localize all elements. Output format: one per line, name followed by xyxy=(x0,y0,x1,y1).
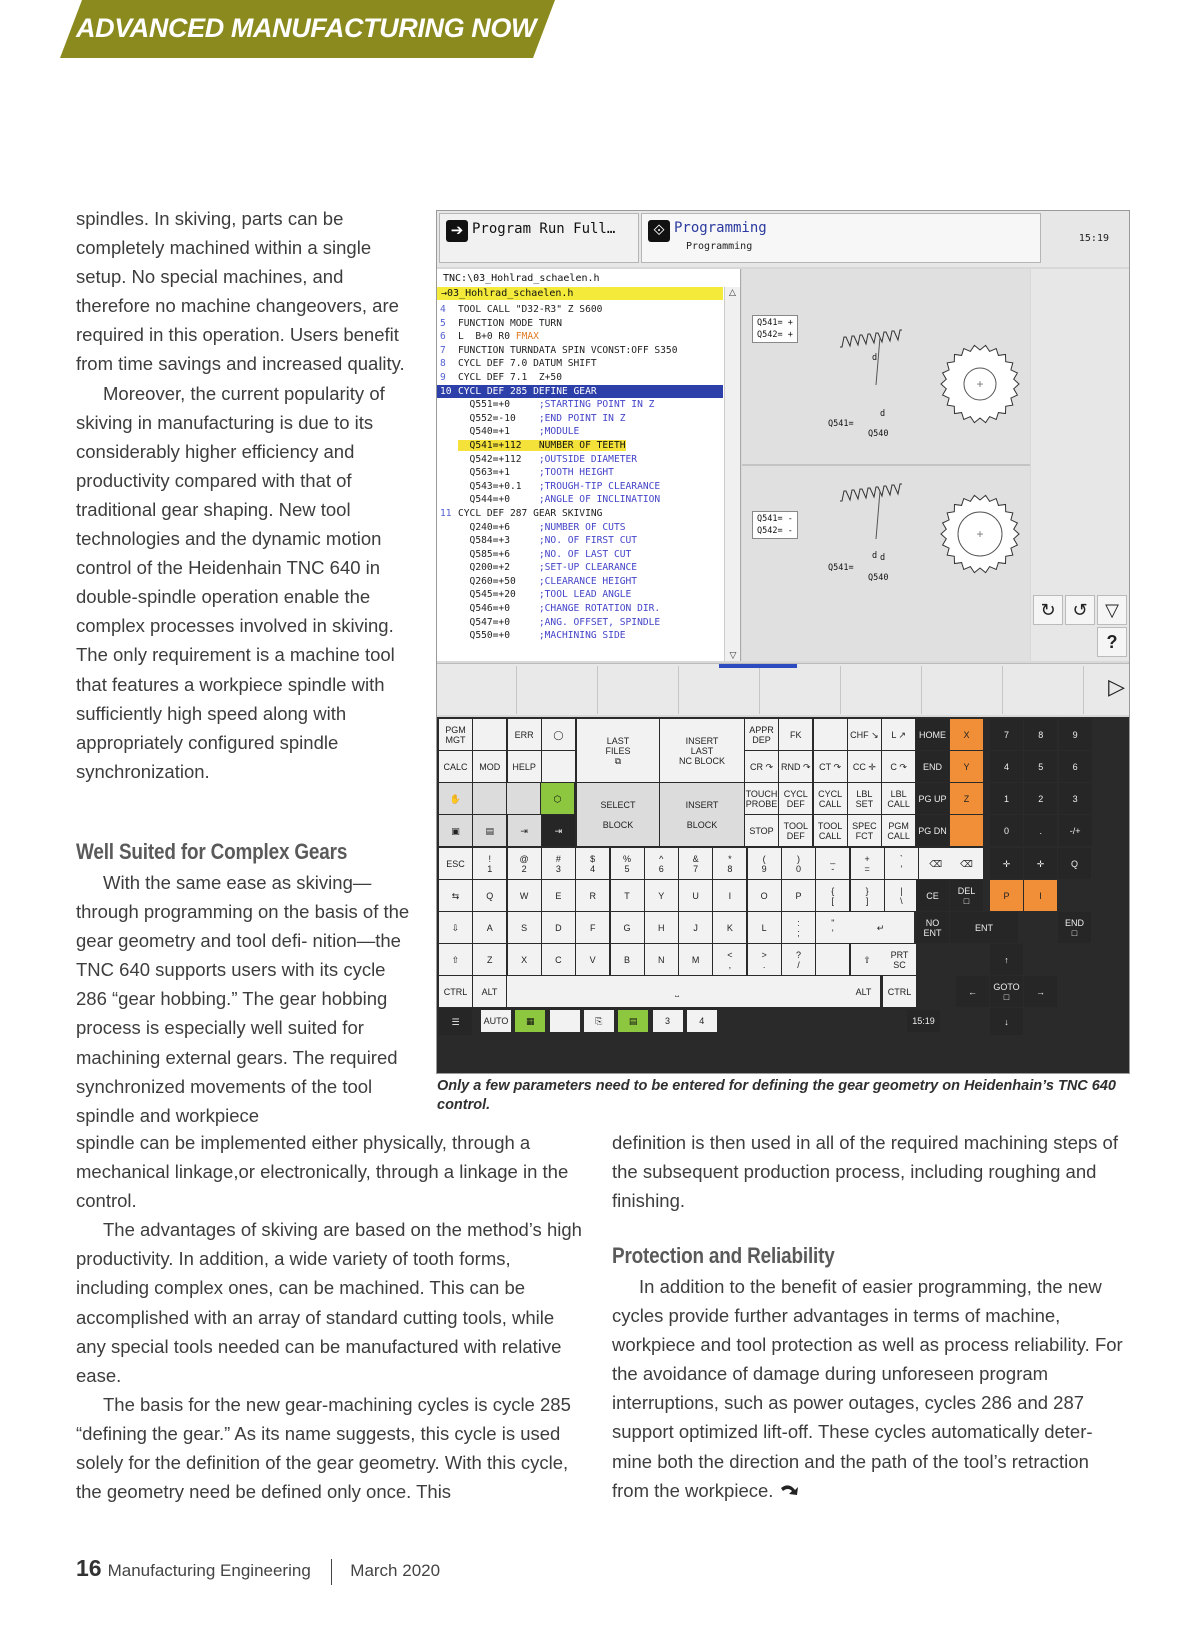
key-path-function[interactable]: CHF ↘ xyxy=(848,719,881,750)
key-space[interactable]: ⎵ xyxy=(507,976,847,1007)
code-line[interactable] xyxy=(437,425,723,439)
key-path-function[interactable]: FK xyxy=(779,719,812,750)
code-text: Q541=+112 xyxy=(458,439,539,451)
key-cycl-call[interactable]: CYCL CALL xyxy=(814,783,847,814)
key-numpad-5[interactable]: 5 xyxy=(1024,751,1057,782)
paragraph: The basis for the new gear-machining cycles is cycle 285 “defining the gear.” As its name suggests, this cycle is used solely for the definition of the gear geometry. With this cycle, the geometry need be defined only once. This xyxy=(76,1393,571,1503)
code-text: Q552=-10 xyxy=(458,412,539,424)
paragraph: definition is then used in all of the required machining steps of the subsequent production process, including roughing and finishing. xyxy=(612,1132,1118,1212)
key-path-function[interactable] xyxy=(814,719,847,750)
key-arrow-down[interactable]: ↓ xyxy=(990,1008,1023,1035)
tab-programming-label: Programming xyxy=(674,220,767,236)
key-end-block[interactable]: END □ xyxy=(1058,912,1091,943)
softkey[interactable] xyxy=(923,666,1003,714)
code-line[interactable] xyxy=(437,534,723,548)
next-softkey-icon[interactable]: ▷ xyxy=(1108,674,1125,699)
code-line[interactable] xyxy=(437,588,723,602)
softkey[interactable] xyxy=(761,666,841,714)
key-char[interactable]: S xyxy=(508,912,541,943)
article-right-body xyxy=(612,1272,1127,1505)
key-path-function[interactable]: CC ✛ xyxy=(848,751,881,782)
key-char[interactable]: ` ' xyxy=(885,848,918,879)
run-arrow-icon: ➔ xyxy=(446,220,468,242)
key-mode-icon[interactable]: ⬡ xyxy=(541,783,574,814)
key-del[interactable]: DEL □ xyxy=(950,880,983,911)
label-q541: Q541= xyxy=(828,563,854,573)
key-manual-icon[interactable]: ✋ xyxy=(439,783,472,814)
key-pgm-call[interactable]: PGM CALL xyxy=(882,815,915,846)
key-char[interactable]: R xyxy=(576,880,609,911)
code-line[interactable] xyxy=(437,371,723,385)
right-side-panel xyxy=(1031,269,1129,661)
code-line[interactable] xyxy=(437,317,723,331)
file-name: →03_Hohlrad_schaelen.h xyxy=(437,287,723,300)
issue-date: March 2020 xyxy=(350,1561,441,1580)
editor-scrollbar[interactable] xyxy=(724,287,740,661)
key-menu[interactable]: ☰ xyxy=(439,1008,472,1035)
key-path-function[interactable]: C ↷ xyxy=(882,751,915,782)
key-char[interactable]: F xyxy=(576,912,609,943)
key-numpad-9[interactable]: 9 xyxy=(1059,719,1092,750)
key-blank[interactable] xyxy=(542,751,575,782)
key-char[interactable]: > . xyxy=(748,944,781,975)
code-comment: ;TOOL LEAD ANGLE xyxy=(538,589,632,601)
key-no-ent[interactable]: NO ENT xyxy=(916,912,949,943)
line-number: 9 xyxy=(440,371,446,383)
tab-program-run-label: Program Run Full… xyxy=(472,221,616,237)
code-line[interactable] xyxy=(437,507,723,521)
label-d: d xyxy=(880,409,886,419)
cnc-top-bar xyxy=(437,211,1129,267)
key-path-function[interactable]: RND ↷ xyxy=(779,751,812,782)
key-char[interactable]: A xyxy=(473,912,506,943)
program-editor[interactable] xyxy=(437,269,741,661)
code-text: Q585=+6 xyxy=(458,548,539,560)
key-tool-call[interactable]: TOOL CALL xyxy=(814,815,847,846)
key--[interactable]: ◯ xyxy=(542,719,575,750)
code-line[interactable] xyxy=(437,412,723,426)
key-char[interactable]: Q xyxy=(473,880,506,911)
key-char[interactable]: ⇩ xyxy=(439,912,472,943)
article-left-mid xyxy=(76,868,416,1130)
softkey[interactable] xyxy=(518,666,598,714)
key-insert-last-nc-block[interactable]: INSERT LAST NC BLOCK xyxy=(660,719,744,782)
key-help[interactable]: HELP xyxy=(508,751,541,782)
key-char[interactable]: ^ 6 xyxy=(645,848,678,879)
taskbar-clock: 15:19 xyxy=(907,1010,940,1032)
key-pg-dn[interactable]: PG DN xyxy=(916,815,949,846)
key-char[interactable]: < , xyxy=(713,944,746,975)
key-print-screen[interactable]: PRT SC xyxy=(883,944,916,975)
code-text: Q545=+20 xyxy=(458,589,539,601)
key-char[interactable]: @ 2 xyxy=(508,848,541,879)
key-ce[interactable]: CE xyxy=(916,880,949,911)
paragraph: The advantages of skiving are based on the method’s high productivity. In addition, a wide variety of tooth forms, including complex ones, can be machined. This can be accomplished with an array of standard cutting tools, while any special tools needed can be manufactured with relative ease. xyxy=(76,1219,582,1386)
code-comment: ;TROUGH-TIP CLEARANCE xyxy=(538,480,661,492)
key-char[interactable]: Y xyxy=(645,880,678,911)
key-char[interactable]: I xyxy=(713,880,746,911)
center-mark-icon: + xyxy=(976,527,984,541)
code-text: FUNCTION TURNDATA SPIN VCONST:OFF S350 xyxy=(458,344,678,356)
code-comment: ;TOOTH HEIGHT xyxy=(538,467,614,479)
key-insert-block[interactable]: INSERT BLOCK xyxy=(660,783,744,846)
key-taskbar[interactable]: 4 xyxy=(687,1010,717,1032)
softkey[interactable] xyxy=(599,666,679,714)
key-char[interactable]: N xyxy=(645,944,678,975)
key-select-block[interactable]: SELECT BLOCK xyxy=(577,783,659,846)
key-char[interactable]: ⌫ xyxy=(919,848,952,879)
code-line[interactable] xyxy=(437,303,723,317)
programming-icon: ⟐ xyxy=(648,220,670,242)
code-comment: ;MACHINING SIDE xyxy=(538,630,626,642)
code-line[interactable] xyxy=(437,602,723,616)
paragraph: spindles. In skiving, parts can be completely machined within a single setup. No special machines, and therefore no machine changeovers, are required in this operation. Users benefit from time savings and increased quality. xyxy=(76,208,405,375)
key-path-function[interactable]: CT ↷ xyxy=(814,751,847,782)
label-q541: Q541= xyxy=(828,419,854,429)
q-values-bottom: Q541= - Q542= - xyxy=(752,511,798,539)
key-axis-blank[interactable] xyxy=(950,815,983,846)
code-line[interactable] xyxy=(437,357,723,371)
key-lbl-call[interactable]: LBL CALL xyxy=(882,783,915,814)
key-char[interactable]: J xyxy=(679,912,712,943)
article-right-top xyxy=(612,1128,1127,1215)
code-comment: ;STARTING POINT IN Z xyxy=(538,399,655,411)
code-text: CYCL DEF 287 GEAR SKIVING xyxy=(458,507,603,519)
key-i[interactable]: I xyxy=(1024,880,1057,911)
key-ctrl[interactable]: CTRL xyxy=(883,976,916,1007)
key-numpad--/+[interactable]: -/+ xyxy=(1059,815,1092,846)
key-char[interactable]: } ] xyxy=(851,880,884,911)
key-numpad-6[interactable]: 6 xyxy=(1059,751,1092,782)
key-numpad-8[interactable]: 8 xyxy=(1024,719,1057,750)
code-text: Q563=+1 xyxy=(458,467,539,479)
softkey-page-indicator xyxy=(719,664,797,668)
key-arrow-left[interactable]: ← xyxy=(956,976,989,1007)
line-number: 4 xyxy=(440,304,446,315)
line-number: 5 xyxy=(440,317,446,329)
code-text: Q540=+1 xyxy=(458,426,539,438)
line-number: 7 xyxy=(440,344,446,356)
code-line[interactable] xyxy=(437,493,723,507)
code-line[interactable] xyxy=(437,575,723,589)
label-q540: Q540 xyxy=(868,573,889,583)
key-char[interactable]: V xyxy=(576,944,609,975)
softkey[interactable] xyxy=(437,666,517,714)
code-comment: ;END POINT IN Z xyxy=(538,412,626,424)
key-numpad-0[interactable]: 0 xyxy=(990,815,1023,846)
code-comment: ;ANG. OFFSET, SPINDLE xyxy=(538,616,661,628)
code-comment: NUMBER OF TEETH xyxy=(538,439,626,451)
key-char[interactable]: M xyxy=(679,944,712,975)
label-d: d xyxy=(880,553,886,563)
softkey-bar xyxy=(437,663,1129,715)
code-text: TOOL CALL "D32-R3" Z S600 xyxy=(458,304,603,315)
key-char[interactable]: ⇧ xyxy=(439,944,472,975)
tab-programming[interactable] xyxy=(641,213,1041,263)
key-char[interactable]: H xyxy=(645,912,678,943)
key-char[interactable]: Z xyxy=(473,944,506,975)
key-ent[interactable]: ENT xyxy=(950,912,1018,943)
paragraph-text: In addition to the benefit of easier programming, the new cycles provide further advantages in terms of machine, workpiece and tool protection as well as process reliability. For the avoidance of damage during unforeseen program interruptions, such as power outages, cycles 286 and 287 support optimized lift-off. These cycles automatically deter- mine both the direction and the path of the tool’s retraction from the workpiece. xyxy=(612,1276,1123,1501)
code-text: Q260=+50 xyxy=(458,575,539,587)
key-mode-icon[interactable]: ▣ xyxy=(439,815,472,846)
code-line[interactable] xyxy=(437,548,723,562)
code-line[interactable] xyxy=(437,521,723,535)
key-char[interactable]: * 8 xyxy=(713,848,746,879)
key-char[interactable]: X xyxy=(508,944,541,975)
code-text: Q543=+0.1 xyxy=(458,480,539,492)
key-char[interactable]: _ - xyxy=(816,848,849,879)
code-comment: ;ANGLE OF INCLINATION xyxy=(538,494,661,506)
top-clock: 15:19 xyxy=(1078,233,1109,244)
graphic-divider xyxy=(742,464,1030,466)
key-blank[interactable] xyxy=(473,783,506,814)
softkey[interactable] xyxy=(680,666,760,714)
key-numpad-3[interactable]: 3 xyxy=(1059,783,1092,814)
dimension-line xyxy=(876,491,880,539)
paragraph xyxy=(612,1272,1127,1505)
key-char[interactable]: { [ xyxy=(816,880,849,911)
key-char[interactable]: % 5 xyxy=(611,848,644,879)
key-goto[interactable]: GOTO □ xyxy=(990,976,1023,1007)
key-crosshair[interactable]: ✛ xyxy=(990,848,1023,879)
tooth-profile xyxy=(840,484,902,501)
key-taskbar[interactable]: 3 xyxy=(653,1010,683,1032)
key-char[interactable]: " ' xyxy=(816,912,849,943)
key-char[interactable]: O xyxy=(748,880,781,911)
key-taskbar[interactable] xyxy=(550,1010,580,1032)
publication-name: Manufacturing Engineering xyxy=(107,1561,311,1580)
key-ctrl[interactable]: CTRL xyxy=(439,976,472,1007)
code-text: Q240=+6 xyxy=(458,521,539,533)
code-text: Q547=+0 xyxy=(458,616,539,628)
key-char[interactable]: ⇆ xyxy=(439,880,472,911)
key-char[interactable]: T xyxy=(611,880,644,911)
code-line[interactable] xyxy=(437,616,723,630)
cnc-screenshot xyxy=(436,210,1130,1074)
key-char[interactable]: & 7 xyxy=(679,848,712,879)
code-text: Q550=+0 xyxy=(458,630,539,642)
page-footer xyxy=(76,1555,440,1585)
key-cycl-def[interactable]: CYCL DEF xyxy=(779,783,812,814)
key-stop[interactable]: STOP xyxy=(745,815,778,846)
key-path-function[interactable]: APPR DEP xyxy=(745,719,778,750)
key-char[interactable]: $ 4 xyxy=(576,848,609,879)
key-char[interactable]: ESC xyxy=(439,848,472,879)
key-crosshair[interactable]: ✛ xyxy=(1024,848,1057,879)
q-values-top: Q541= + Q542= + xyxy=(752,315,798,343)
scroll-down-icon[interactable]: ▽ xyxy=(729,650,737,660)
key-mode-icon[interactable]: ▤ xyxy=(473,815,506,846)
key-taskbar[interactable]: ▦ xyxy=(515,1010,545,1032)
article-left-bottom xyxy=(76,1128,586,1506)
key-enter[interactable]: ↵ xyxy=(847,912,914,943)
key-char[interactable]: L xyxy=(748,912,781,943)
paragraph: Moreover, the current popularity of skiving in manufacturing is due to its considerably higher efficiency and productivity compared with that of traditional gear shaping. New tool technologies and the dynamic motion control of the Heidenhain TNC 640 in double-spindle operation enable the complex processes involved in skiving. The only requirement is a machine tool that features a workpiece spindle with sufficiently high speed along with appropriately configured spindle synchronization. xyxy=(76,382,395,782)
code-comment: ;NO. OF FIRST CUT xyxy=(538,535,638,547)
key-char[interactable]: # 3 xyxy=(542,848,575,879)
code-text: Q200=+2 xyxy=(458,562,539,574)
program-code xyxy=(437,303,723,643)
key-q-param[interactable]: Q xyxy=(1058,848,1091,879)
figure-caption: Only a few parameters need to be entered for defining the gear geometry on Heidenhain’s TNC 640 control. xyxy=(437,1078,1116,1113)
key-char[interactable]: : ; xyxy=(782,912,815,943)
tab-program-run[interactable] xyxy=(439,213,639,263)
key-char[interactable]: P xyxy=(782,880,815,911)
code-text: CYCL DEF 7.1 Z+50 xyxy=(458,371,562,383)
dropdown-icon[interactable]: ▽ xyxy=(1097,595,1127,625)
rotate-left-icon[interactable]: ↻ xyxy=(1033,595,1063,625)
code-comment: ;MODULE xyxy=(538,426,580,438)
center-mark-icon: + xyxy=(976,377,984,391)
key-char[interactable]: | \ xyxy=(885,880,918,911)
key-numpad-4[interactable]: 4 xyxy=(990,751,1023,782)
key-touch-probe[interactable]: TOUCH PROBE xyxy=(745,783,778,814)
key-mode-icon[interactable]: ⇥ xyxy=(508,815,541,846)
line-number: 10 xyxy=(440,385,452,397)
code-comment: ;NUMBER OF CUTS xyxy=(538,521,626,533)
key-axis-z[interactable]: Z xyxy=(950,783,983,814)
key-last-files[interactable]: LAST FILES ⧉ xyxy=(577,719,659,782)
code-line[interactable] xyxy=(437,466,723,480)
key-char[interactable]: B xyxy=(611,944,644,975)
key-blank[interactable] xyxy=(473,719,506,750)
code-comment: ;OUTSIDE DIAMETER xyxy=(538,453,638,465)
heading-protection: Protection and Reliability xyxy=(612,1243,835,1268)
key-char[interactable]: D xyxy=(542,912,575,943)
key-mode-icon[interactable]: ⇥ xyxy=(542,815,575,846)
key-char[interactable] xyxy=(816,944,849,975)
key-alt[interactable]: ALT xyxy=(847,976,880,1007)
key-err[interactable]: ERR xyxy=(508,719,541,750)
label-q540: Q540 xyxy=(868,429,889,439)
article-left-top xyxy=(76,204,411,786)
line-number: 6 xyxy=(440,331,446,343)
key-pgm-mgt[interactable]: PGM MGT xyxy=(439,719,472,750)
code-text: CYCL DEF 7.0 DATUM SHIFT xyxy=(458,358,597,370)
code-line[interactable] xyxy=(437,385,723,399)
key-char[interactable]: ! 1 xyxy=(473,848,506,879)
code-text: FUNCTION MODE TURN xyxy=(458,317,562,329)
key-alt[interactable]: ALT xyxy=(473,976,506,1007)
code-line[interactable] xyxy=(437,629,723,643)
code-line[interactable] xyxy=(437,398,723,412)
key-spec-fct[interactable]: SPEC FCT xyxy=(848,815,881,846)
end-mark-icon xyxy=(779,1484,799,1498)
key-axis-y[interactable]: Y xyxy=(950,751,983,782)
key-tool-def[interactable]: TOOL DEF xyxy=(779,815,812,846)
key-mod[interactable]: MOD xyxy=(473,751,506,782)
virtual-keyboard xyxy=(437,717,1129,1073)
key-p[interactable]: P xyxy=(990,880,1023,911)
code-comment: ;CHANGE ROTATION DIR. xyxy=(538,603,661,615)
key-char[interactable]: E xyxy=(542,880,575,911)
key-char[interactable]: U xyxy=(679,880,712,911)
code-comment: ;CLEARANCE HEIGHT xyxy=(538,575,638,587)
label-d: d xyxy=(872,551,878,561)
key-char[interactable]: + = xyxy=(851,848,884,879)
section-banner xyxy=(60,0,555,58)
key-arrow-up[interactable]: ↑ xyxy=(990,944,1023,975)
code-text: Q551=+0 xyxy=(458,399,539,411)
tooth-profile xyxy=(840,330,902,347)
rotate-right-icon[interactable]: ↺ xyxy=(1065,595,1095,625)
page-number: 16 xyxy=(76,1555,102,1581)
key-numpad-.[interactable]: . xyxy=(1024,815,1057,846)
key-char[interactable]: ) 0 xyxy=(782,848,815,879)
code-comment: ;SET-UP CLEARANCE xyxy=(538,562,638,574)
tab-programming-sub: Programming xyxy=(686,241,753,252)
help-button[interactable]: ? xyxy=(1097,627,1127,657)
key-arrow-right[interactable]: → xyxy=(1024,976,1057,1007)
key-blank[interactable] xyxy=(507,783,540,814)
code-keyword: FMAX xyxy=(515,331,539,343)
key-backspace[interactable]: ⌫ xyxy=(950,848,983,879)
file-path: TNC:\03_Hohlrad_schaelen.h xyxy=(443,273,600,284)
key-calc[interactable]: CALC xyxy=(439,751,472,782)
line-number: 11 xyxy=(440,507,452,519)
key-numpad-1[interactable]: 1 xyxy=(990,783,1023,814)
code-text: Q542=+112 xyxy=(458,453,539,465)
code-text: Q544=+0 xyxy=(458,494,539,506)
code-text: Q584=+3 xyxy=(458,535,539,547)
key-numpad-2[interactable]: 2 xyxy=(1024,783,1057,814)
code-text: Q546=+0 xyxy=(458,603,539,615)
key-lbl-set[interactable]: LBL SET xyxy=(848,783,881,814)
key-numpad-7[interactable]: 7 xyxy=(990,719,1023,750)
label-d: d xyxy=(872,353,878,363)
code-line[interactable] xyxy=(437,480,723,494)
key-char[interactable]: G xyxy=(611,912,644,943)
code-line[interactable] xyxy=(437,453,723,467)
code-comment: ;NO. OF LAST CUT xyxy=(538,548,632,560)
code-line[interactable] xyxy=(437,330,723,344)
code-line[interactable] xyxy=(437,439,723,453)
heading-complex-gears: Well Suited for Complex Gears xyxy=(76,839,348,864)
key-char[interactable]: K xyxy=(713,912,746,943)
key-taskbar[interactable]: AUTO xyxy=(481,1010,511,1032)
key-home[interactable]: HOME xyxy=(916,719,949,750)
paragraph: With the same ease as skiving— through programming on the basis of the gear geometry and tool defi- nition—the TNC 640 supports users with its cycle 286 “gear hobbing.” The gear hobbing process is especially well suited for machining external gears. The required synchronized movements of the tool spindle and workpiece xyxy=(76,872,410,1126)
key-char[interactable]: ⇧ xyxy=(851,944,884,975)
key-taskbar[interactable]: ▤ xyxy=(618,1010,648,1032)
line-number: 8 xyxy=(440,358,446,370)
key-path-function[interactable]: L ↗ xyxy=(882,719,915,750)
code-line[interactable] xyxy=(437,344,723,358)
softkey[interactable] xyxy=(1004,666,1084,714)
key-path-function[interactable]: CR ↷ xyxy=(745,751,778,782)
key-char[interactable]: W xyxy=(508,880,541,911)
footer-divider xyxy=(331,1559,333,1585)
banner-title: ADVANCED MANUFACTURING NOW xyxy=(76,13,537,43)
gear-help-graphic xyxy=(742,269,1030,661)
key-end[interactable]: END xyxy=(916,751,949,782)
key-char[interactable]: ( 9 xyxy=(748,848,781,879)
code-line[interactable] xyxy=(437,561,723,575)
key-pg-up[interactable]: PG UP xyxy=(916,783,949,814)
paragraph: spindle can be implemented either physically, through a mechanical linkage,or electronically, through a linkage in the control. xyxy=(76,1132,569,1212)
key-axis-x[interactable]: X xyxy=(950,719,983,750)
scroll-up-icon[interactable]: △ xyxy=(729,287,736,297)
code-text: L B+0 R0 xyxy=(458,331,516,343)
key-char[interactable]: C xyxy=(542,944,575,975)
key-taskbar[interactable]: ⎘ xyxy=(584,1010,614,1032)
code-text: CYCL DEF 285 DEFINE GEAR xyxy=(458,385,597,397)
softkey[interactable] xyxy=(842,666,922,714)
key-char[interactable]: ? / xyxy=(782,944,815,975)
